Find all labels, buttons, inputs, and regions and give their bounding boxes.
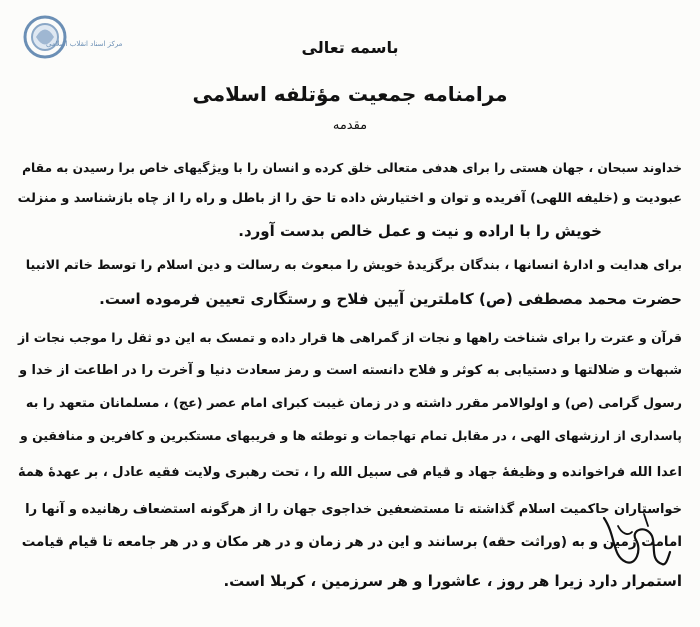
document-title: مرامنامه جمعیت مؤتلفه اسلامی — [192, 82, 508, 106]
body-line: استمرار دارد زیرا هر روز ، عاشورا و هر سرزمین ، کربلا است. — [223, 572, 682, 590]
introduction-heading: مقدمه — [332, 118, 368, 133]
body-line: اعدا الله فراخوانده و وظیفهٔ جهاد و قیام فی سبیل الله را ، تحت رهبری ولایت فقیه عادل ، بر عهدهٔ همهٔ — [18, 465, 682, 480]
body-line: حضرت محمد مصطفی (ص) کاملترین آیین فلاح و رستگاری تعیین فرموده است. — [99, 290, 682, 308]
body-line: خداوند سبحان ، جهان هستی را برای هدفی متعالی خلق کرده و انسان را با ویژگیهای خاص برا رسیدن به مقام — [22, 161, 682, 175]
body-line: خویش را با اراده و نیت و عمل خالص بدست آورد. — [238, 222, 602, 240]
body-line: برای هدایت و ادارهٔ انسانها ، بندگان برگزیدهٔ خویش را مبعوث به رسالت و دین اسلام را توسط خاتم الانبیا — [25, 258, 682, 273]
body-line: قرآن و عترت را برای شناخت راهها و نجات از گمراهی ها قرار داده و تمسک به این دو ثقل را موجب نجات از — [17, 330, 682, 345]
archive-logo-text: مرکز اسناد انقلاب اسلامی — [46, 40, 123, 48]
body-line: امامت زمین و به (وراثت حقه) برسانند و این در هر زمان و در هر مکان و در هر جامعه تا قیام قیامت — [21, 534, 682, 550]
body-line: رسول گرامی (ص) و اولوالامر مقرر داشته و در زمان غیبت کبرای امام عصر (عج) ، مسلمانان متعهد را به — [25, 396, 682, 411]
body-line: شبهات و ضلالتها و دستیابی به کوثر و فلاح دانسته است و رمز سعادت دنیا و آخرت را در اطاعت از خدا و — [18, 363, 682, 378]
basmala-heading: باسمه تعالی — [301, 38, 399, 57]
body-line: خواستاران حاکمیت اسلام گذاشته تا مستضعفین خداجوی جهان را از هرگونه استضعاف رهانیده و آنها را — [25, 502, 682, 517]
body-line: پاسداری از ارزشهای الهی ، در مقابل تمام تهاجمات و توطئه ها و فریبهای مستکبرین و کافرین و منافقین و — [19, 428, 682, 443]
body-line: عبودیت و (خلیفه اللهی) آفریده و توان و اختیارش داده تا حق را از باطل و راه را از چاه بازشناسد و منزلت — [17, 191, 682, 206]
document-body — [14, 150, 682, 620]
handwritten-signature — [596, 506, 676, 576]
